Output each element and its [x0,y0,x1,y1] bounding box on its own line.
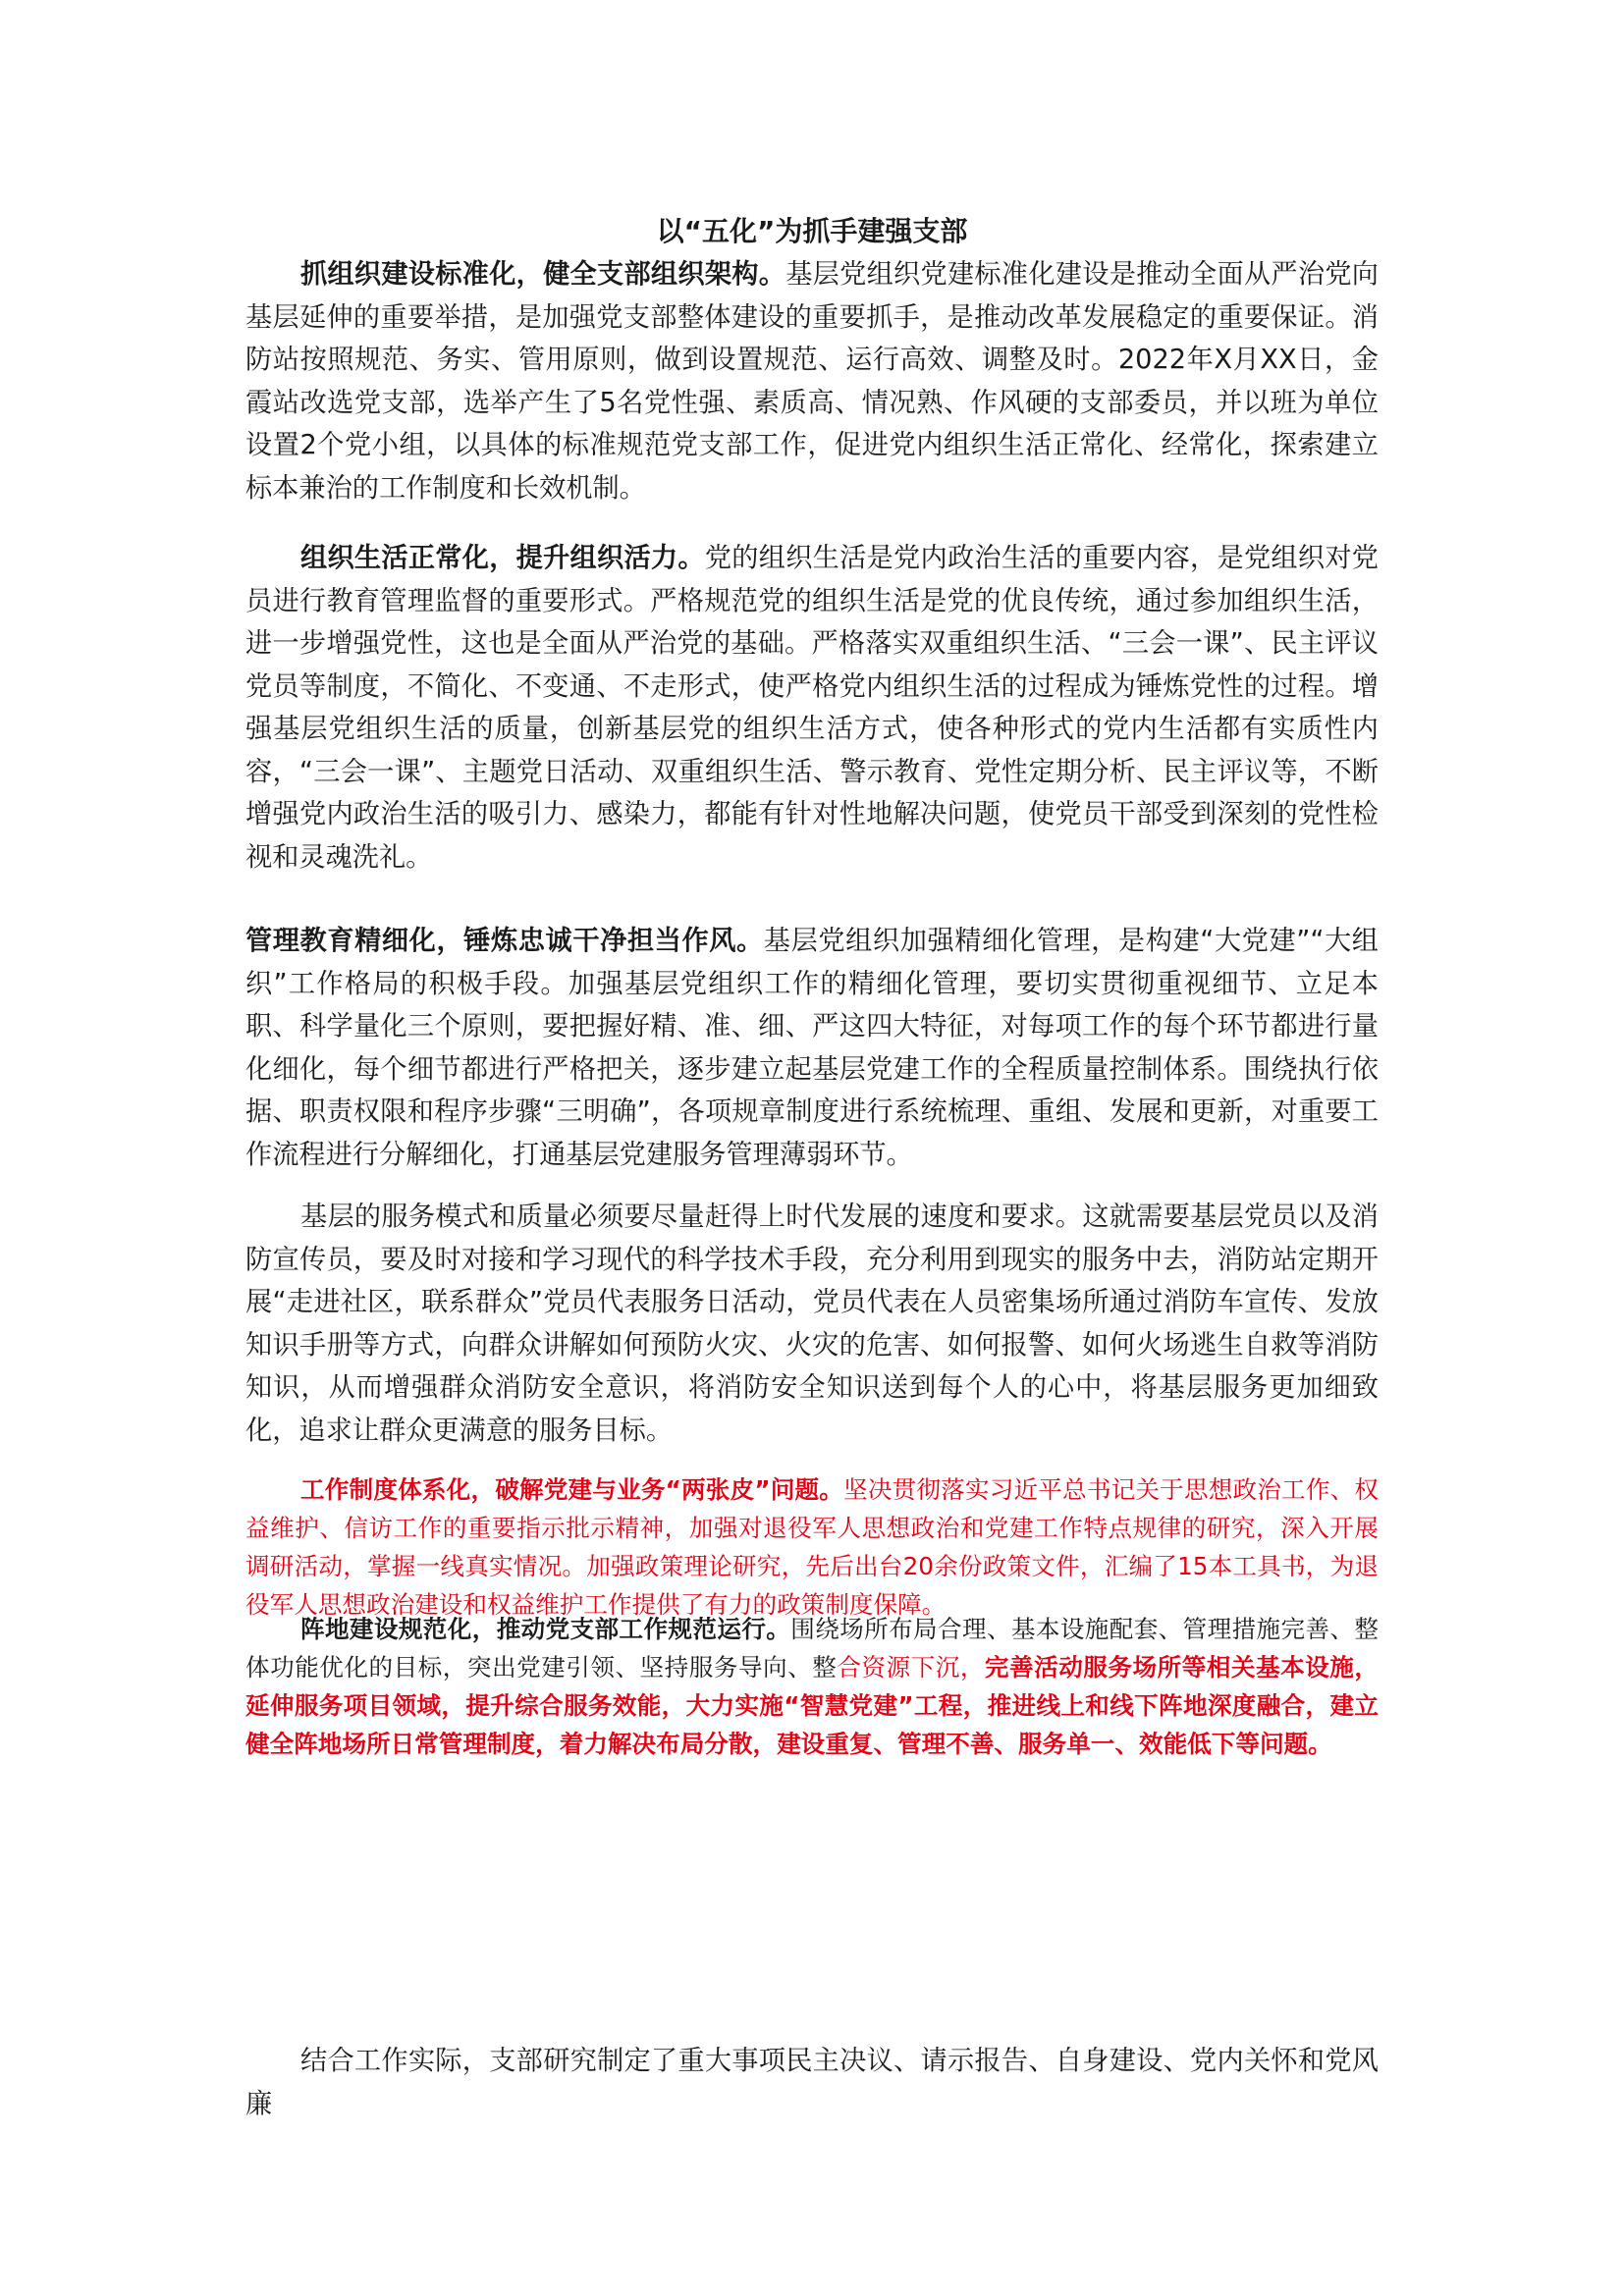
paragraph-work-system [245,1470,1379,1624]
paragraph-body-highlight: 合资源下沉， [837,1653,985,1682]
paragraph-body: 基层党组织加强精细化管理，是构建“大党建”“大组织”工作格局的积极手段。加强基层党组织工作的精细化管理，要切实贯彻重视细节、立足本职、科学量化三个原则，要把握好精、准、细、严这四大特征，对每项工作的每个环节都进行量化细化，每个细节都进行严格把关，逐步建立起基层党建工作的全程质量控制体系。围绕执行依据、职责权限和程序步骤“三明确”，各项规章制度进行系统梳理、重组、发展和更新，对重要工作流程进行分解细化，打通基层党建服务管理薄弱环节。 [245,926,1379,1170]
paragraph-body: 基层的服务模式和质量必须要尽量赶得上时代发展的速度和要求。这就需要基层党员以及消防宣传员，要及时对接和学习现代的科学技术手段，充分利用到现实的服务中去，消防站定期开展“走进社区，联系群众”党员代表服务日活动，党员代表在人员密集场所通过消防车宣传、发放知识手册等方式，向群众讲解如何预防火灾、火灾的危害、如何报警、如何火场逃生自救等消防知识，从而增强群众消防安全意识，将消防安全知识送到每个人的心中，将基层服务更加细致化，追求让群众更满意的服务目标。 [245,1201,1379,1446]
paragraph-lead: 管理教育精细化，锤炼忠诚干净担当作风。 [245,926,764,956]
paragraph-body: 坚决贯彻落实习近平总书记关于思想政治工作、权益维护、信访工作的重要指示批示精神，加强对退役军人思想政治和党建工作特点规律的研究，深入开展调研活动，掌握一线真实情况。加强政策理论研究，先后出台20余份政策文件，汇编了15本工具书，为退役军人思想政治建设和权益维护工作提供了有力的政策制度保障。 [245,1475,1379,1619]
paragraph-lead: 组织生活正常化，提升组织活力。 [300,543,705,573]
paragraph-organization-life [245,537,1379,879]
paragraph-standardization [245,253,1379,509]
paragraph-service-mode [245,1196,1379,1452]
paragraph-lead: 工作制度体系化，破解党建与业务“两张皮”问题。 [300,1475,844,1504]
paragraph-body: 党的组织生活是党内政治生活的重要内容，是党组织对党员进行教育管理监督的重要形式。严格规范党的组织生活是党的优良传统，通过参加组织生活，进一步增强党性，这也是全面从严治党的基础。严格落实双重组织生活、“三会一课”、民主评议党员等制度，不简化、不变通、不走形式，使严格党内组织生活的过程成为锤炼党性的过程。增强基层党组织生活的质量，创新基层党的组织生活方式，使各种形式的党内生活都有实质性内容，“三会一课”、主题党日活动、双重组织生活、警示教育、党性定期分析、民主评议等，不断增强党内政治生活的吸引力、感染力，都能有针对性地解决问题，使党员干部受到深刻的党性检视和灵魂洗礼。 [245,543,1379,873]
paragraph-lead: 阵地建设规范化，推动党支部工作规范运行。 [300,1615,791,1643]
document-title: 以“五化”为抓手建强支部 [656,215,968,247]
paragraph-closing [245,2040,1379,2125]
paragraph-lead: 抓组织建设标准化，健全支部组织架构。 [300,259,786,290]
paragraph-body-emphasis: 完善活动服务场所等相关基本设施，延伸服务项目领域，提升综合服务效能，大力实施“智慧党建”工程，推进线上和线下阵地深度融合，建立健全阵地场所日常管理制度，着力解决布局分散，建设重复、管理不善、服务单一、效能低下等问题。 [245,1653,1379,1758]
paragraph-refined-management [245,920,1379,1176]
paragraph-body: 基层党组织党建标准化建设是推动全面从严治党向基层延伸的重要举措，是加强党支部整体建设的重要抓手，是推动改革发展稳定的重要保证。消防站按照规范、务实、管用原则，做到设置规范、运行高效、调整及时。2022年X月XX日，金霞站改选党支部，选举产生了5名党性强、素质高、情况熟、作风硬的支部委员，并以班为单位设置2个党小组，以具体的标准规范党支部工作，促进党内组织生活正常化、经常化，探索建立标本兼治的工作制度和长效机制。 [245,259,1379,504]
paragraph-position-construction [245,1610,1379,1763]
paragraph-body: 围绕场所布局合理、基本设施配套、管理措施完善、整体功能优化的目标，突出党建引领、坚持服务导向、整 [245,1615,1379,1682]
paragraph-body: 结合工作实际，支部研究制定了重大事项民主决议、请示报告、自身建设、党内关怀和党风廉 [245,2046,1379,2119]
